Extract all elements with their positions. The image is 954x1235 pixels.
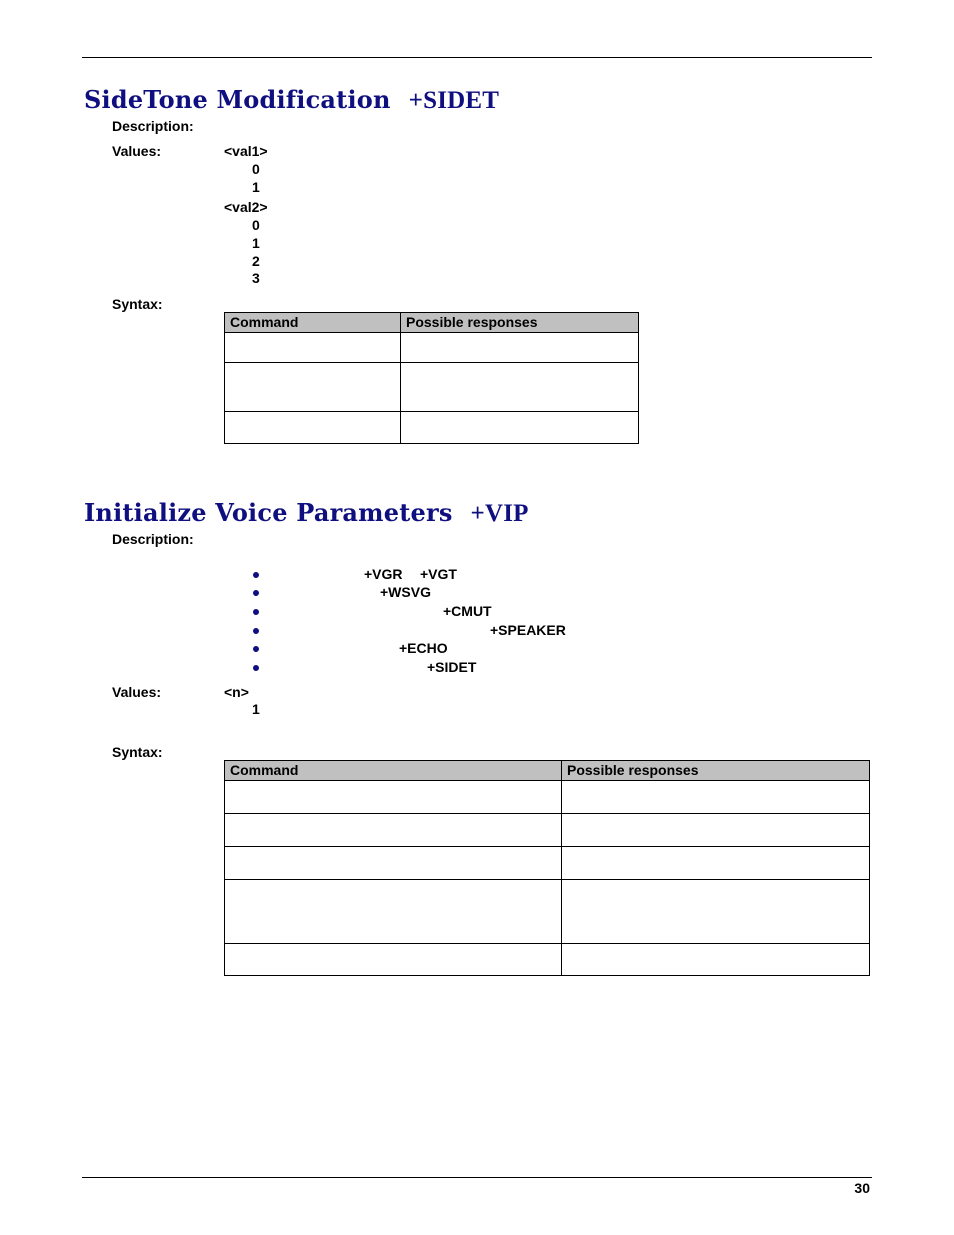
table-cell (225, 333, 401, 363)
bullet-command: +CMUT (443, 603, 492, 619)
bullet-command: +SIDET (427, 659, 477, 675)
bullet-icon (253, 609, 259, 615)
bullet-icon (253, 646, 259, 652)
section-heading-vip (84, 498, 529, 528)
table-cell (225, 847, 562, 880)
table-cell (401, 333, 639, 363)
param-value: 3 (252, 270, 260, 286)
table-row (225, 333, 639, 363)
section-title: Initialize Voice Parameters (84, 498, 453, 527)
table-cell (562, 880, 870, 944)
column-header-responses: Possible responses (401, 313, 639, 333)
table-cell (225, 944, 562, 976)
bullet-command: +VGR (364, 566, 403, 582)
syntax-table (224, 312, 639, 444)
table-row (225, 944, 870, 976)
values-label: Values: (112, 684, 162, 700)
table-row (225, 847, 870, 880)
description-label: Description: (112, 118, 194, 134)
table-row (225, 781, 870, 814)
table-cell (562, 781, 870, 814)
param-value: 1 (252, 701, 260, 717)
param-value: 0 (252, 161, 260, 177)
values-label: Values: (112, 143, 162, 159)
footer-rule (82, 1177, 872, 1178)
table-row (225, 363, 639, 412)
table-cell (562, 814, 870, 847)
table-cell (225, 880, 562, 944)
param-val1: <val1> (224, 143, 268, 159)
bullet-command: +WSVG (380, 584, 431, 600)
bullet-icon (253, 590, 259, 596)
table-row (225, 412, 639, 444)
section-command: +VIP (470, 500, 529, 527)
table-cell (225, 412, 401, 444)
param-value: 1 (252, 179, 260, 195)
section-heading-sidet (84, 85, 499, 115)
table-cell (225, 814, 562, 847)
table-row (225, 880, 870, 944)
table-cell (225, 781, 562, 814)
param-value: 2 (252, 253, 260, 269)
section-command: +SIDET (408, 87, 500, 114)
table-row (225, 814, 870, 847)
bullet-icon (253, 628, 259, 634)
syntax-label: Syntax: (112, 744, 163, 760)
column-header-command: Command (225, 761, 562, 781)
bullet-icon (253, 572, 259, 578)
param-val2: <val2> (224, 199, 268, 215)
header-rule (82, 57, 872, 58)
page-number: 30 (854, 1180, 870, 1196)
table-cell (562, 944, 870, 976)
param-value: 1 (252, 235, 260, 251)
table-cell (401, 363, 639, 412)
table-header-row (225, 761, 870, 781)
table-cell (562, 847, 870, 880)
bullet-icon (253, 665, 259, 671)
syntax-label: Syntax: (112, 296, 163, 312)
param-value: 0 (252, 217, 260, 233)
column-header-responses: Possible responses (562, 761, 870, 781)
table-cell (401, 412, 639, 444)
param-n: <n> (224, 684, 249, 700)
bullet-command: +ECHO (399, 640, 448, 656)
column-header-command: Command (225, 313, 401, 333)
syntax-table (224, 760, 870, 976)
table-header-row (225, 313, 639, 333)
bullet-command: +VGT (420, 566, 457, 582)
description-label: Description: (112, 531, 194, 547)
section-title: SideTone Modification (84, 85, 391, 114)
bullet-command: +SPEAKER (490, 622, 566, 638)
table-cell (225, 363, 401, 412)
